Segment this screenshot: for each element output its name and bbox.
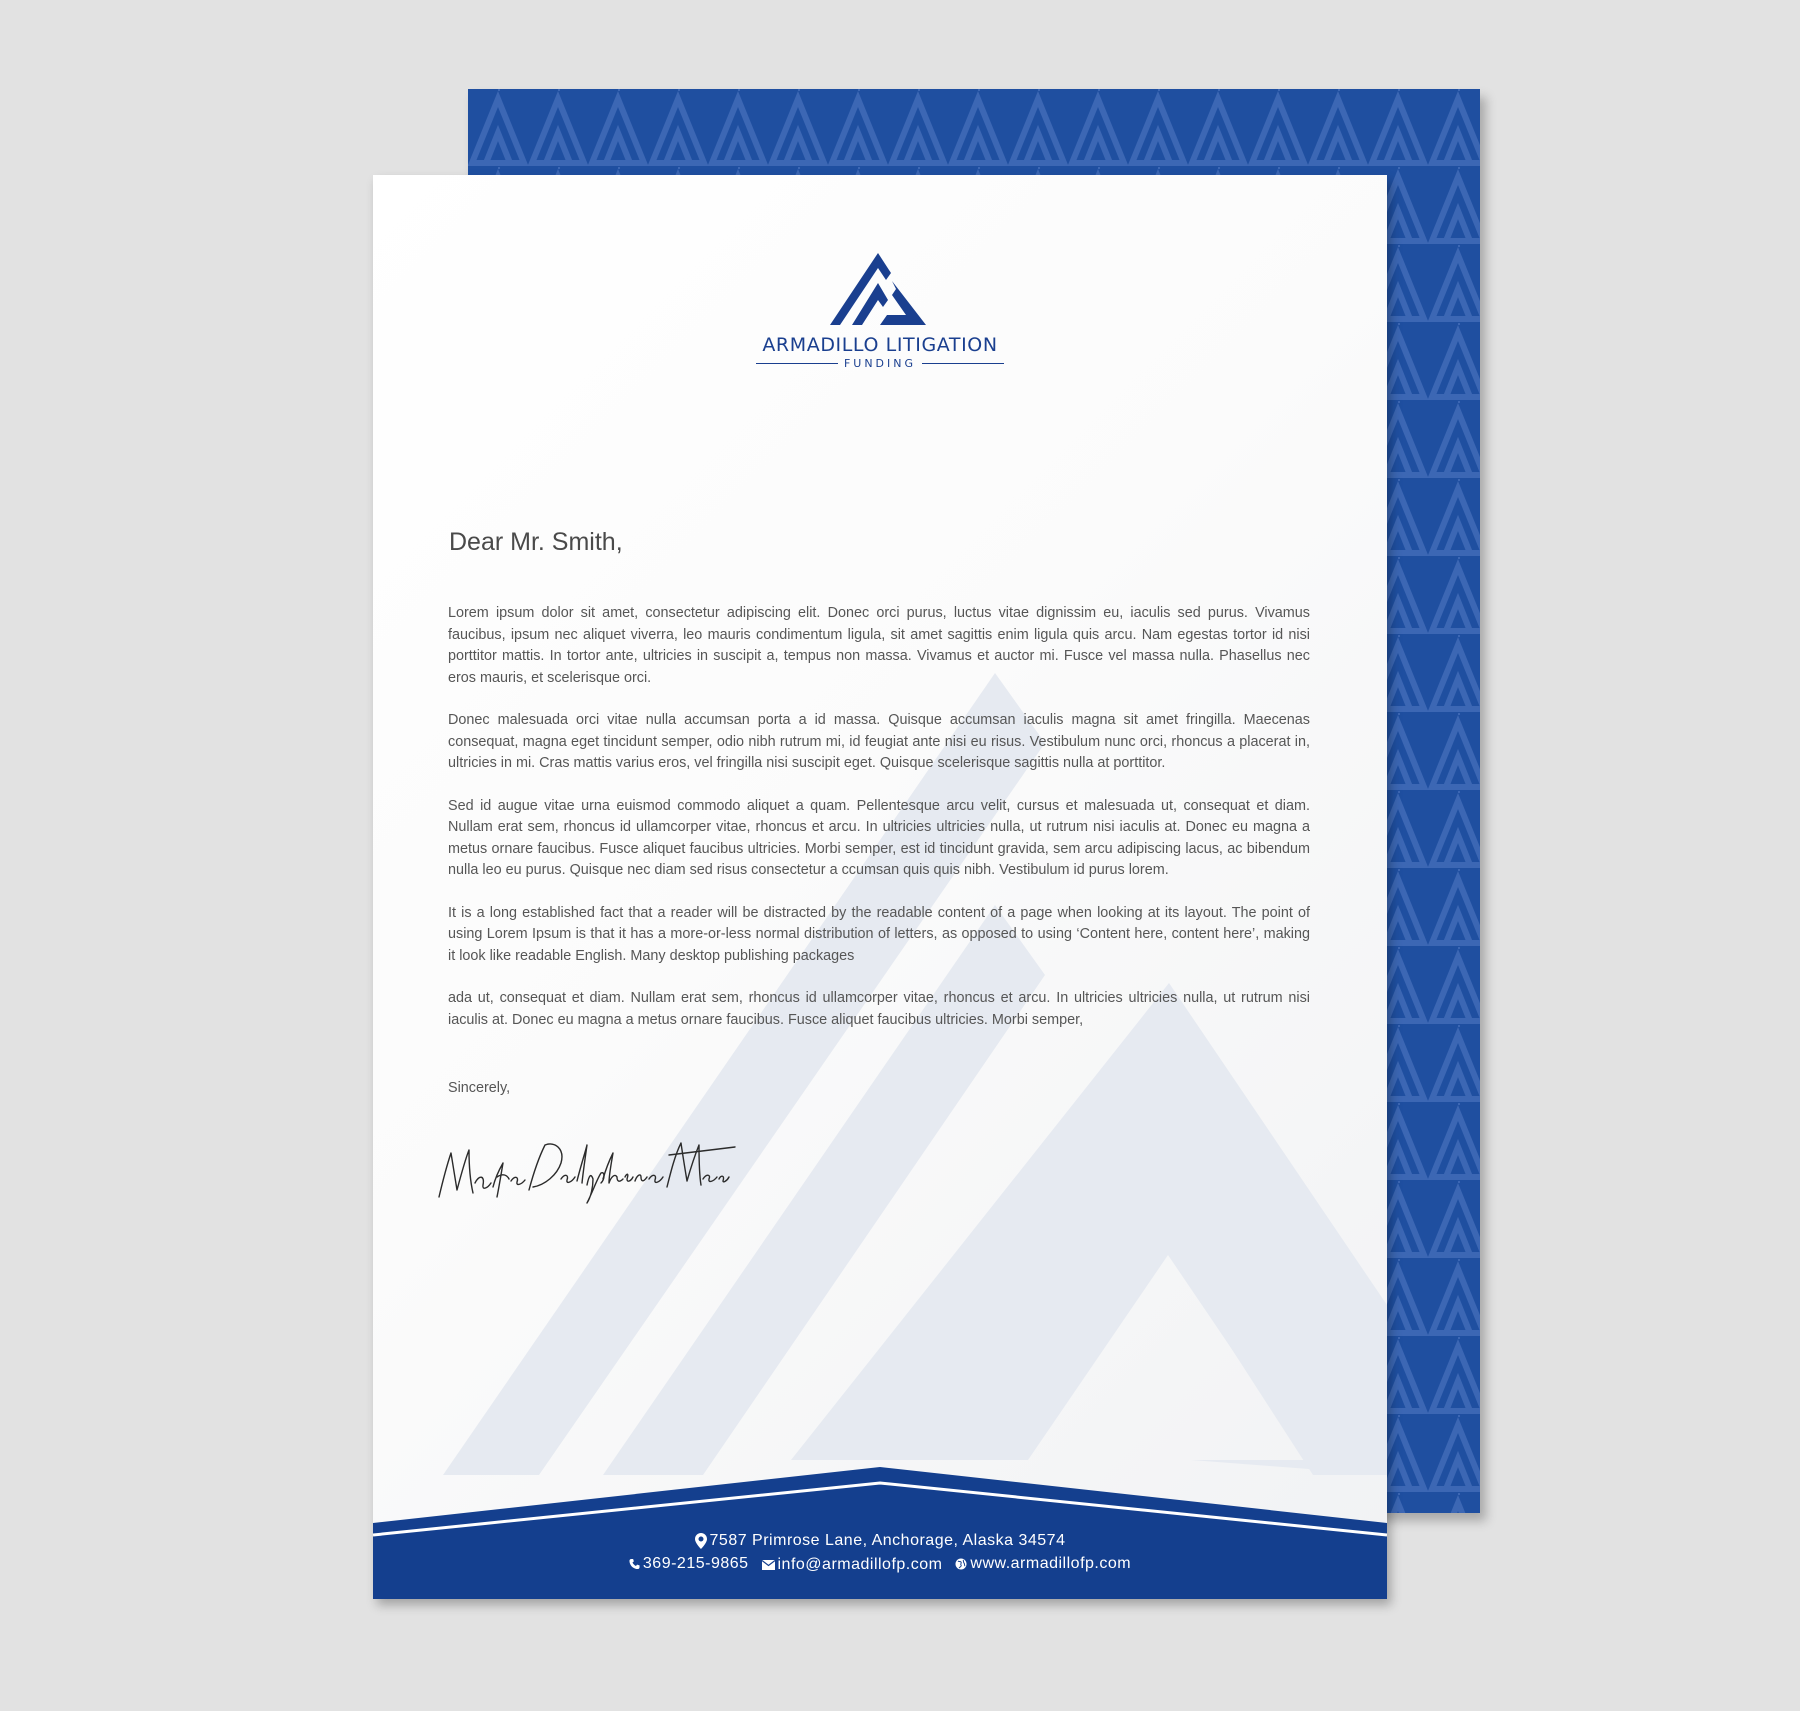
- company-logo: [373, 253, 1387, 370]
- subtitle-rule-left: [756, 363, 838, 365]
- letter-greeting: Dear Mr. Smith,: [449, 528, 623, 556]
- address-text: 7587 Primrose Lane, Anchorage, Alaska 34574: [709, 1532, 1066, 1549]
- globe-icon: [955, 1558, 967, 1570]
- footer-contact-line: [373, 1555, 1387, 1575]
- paragraph: Sed id augue vitae urna euismod commodo aliquet a quam. Pellentesque arcu velit, cursus et malesuada ut, consequat et diam. Nullam erat sem, rhoncus id ullamcorper vitae, rhoncus et arcu. In ultricies ultricies nulla, ut rutrum nisi iaculis at. Donec eu magna a metus ornare faucibus. Fusce aliquet faucibus ultricies. Morbi semper, est id tincidunt gravida, sem arcu adipiscing lacus, ac bibendum nulla leo eu purus. Quisque nec diam sed risus consectetur a ccumsan quis quis nibh. Vestibulum id purus lorem.: [448, 797, 1310, 878]
- handwritten-signature: [437, 1135, 737, 1205]
- letterhead-page: [373, 175, 1387, 1599]
- email-item: [762, 1556, 943, 1574]
- envelope-icon: [762, 1560, 775, 1570]
- footer-address-line: [373, 1532, 1387, 1554]
- letter-closing: Sincerely,: [448, 1080, 511, 1096]
- letter-body: [448, 603, 1310, 1052]
- triangle-logo-icon: [830, 253, 930, 329]
- paragraph: Lorem ipsum dolor sit amet, consectetur adipiscing elit. Donec orci purus, luctus vitae dignissim eu, iaculis sed purus. Vivamus faucibus, ipsum nec aliquet viverra, leo mauris condimentum ligula, sit amet sagittis enim ligula quis arcu. Nam egestas tortor id nisi porttitor mattis. In tortor ante, ultricies in suscipit a, tempus non massa. Vivamus et auctor mi. Fusce vel massa nulla. Phasellus nec eros mauris, et scelerisque orci.: [448, 605, 1310, 686]
- paragraph: It is a long established fact that a reader will be distracted by the readable content of a page when looking at its layout. The point of using Lorem Ipsum is that it has a more-or-less normal distribution of letters, as opposed to using ‘Content here, content here’, making it look like readable English. Many desktop publishing packages: [448, 904, 1310, 964]
- company-name: ARMADILLO LITIGATION: [762, 334, 998, 356]
- address-item: [695, 1532, 1066, 1550]
- phone-item: [629, 1555, 749, 1573]
- subtitle-rule-right: [922, 363, 1004, 365]
- paragraph: ada ut, consequat et diam. Nullam erat sem, rhoncus id ullamcorper vitae, rhoncus et arcu. In ultricies ultricies nulla, ut rutrum nisi iaculis at. Donec eu magna a metus ornare faucibus. Fusce aliquet faucibus ultricies. Morbi semper,: [448, 990, 1310, 1028]
- company-subtitle: [373, 357, 1387, 370]
- email-text: info@armadillofp.com: [777, 1556, 943, 1573]
- subtitle-text: FUNDING: [843, 357, 917, 370]
- phone-text: 369-215-9865: [642, 1555, 749, 1572]
- location-pin-icon: [695, 1533, 707, 1549]
- website-text: www.armadillofp.com: [970, 1555, 1132, 1572]
- website-item: [955, 1555, 1131, 1573]
- paragraph: Donec malesuada orci vitae nulla accumsan porta a id massa. Quisque accumsan iaculis magna sit amet fringilla. Maecenas consequat, magna eget tincidunt semper, odio nibh rutrum mi, id feugiat ante nisi eu risus. Vestibulum nunc orci, rhoncus a placerat in, ultricies in mi. Cras mattis varius eros, vel fringilla nisi suscipit eget. Quisque scelerisque sagittis nulla at porttitor.: [448, 712, 1310, 771]
- phone-icon: [629, 1558, 640, 1570]
